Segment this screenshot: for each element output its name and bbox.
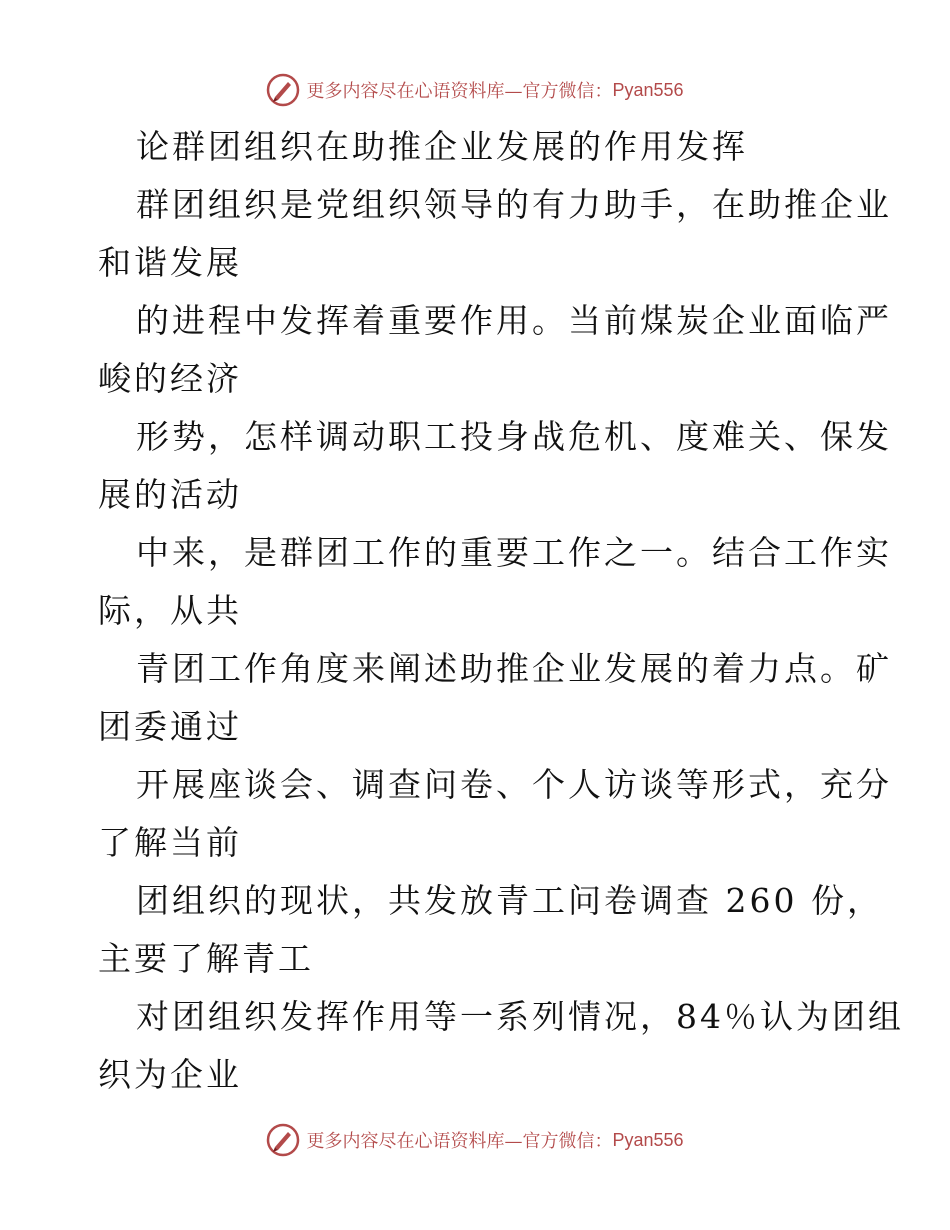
body-line: 对团组织发挥作用等一系列情况，84％认为团组: [136, 997, 904, 1036]
body-line: 团组织的现状，共发放青工问卷调查 260 份，: [136, 881, 883, 920]
pen-logo-icon: [266, 1123, 300, 1157]
body-line: 中来，是群团工作的重要工作之一。结合工作实: [136, 533, 892, 572]
body-line: 开展座谈会、调查问卷、个人访谈等形式，充分: [136, 765, 892, 804]
body-line: 织为企业: [98, 1055, 242, 1094]
body-line: 团委通过: [98, 707, 242, 746]
body-line: 了解当前: [98, 823, 242, 862]
body-line: 和谐发展: [98, 243, 242, 282]
document-body: [98, 118, 904, 1104]
pen-logo-icon: [266, 73, 300, 107]
body-line: 的进程中发挥着重要作用。当前煤炭企业面临严: [136, 301, 892, 340]
body-line: 群团组织是党组织领导的有力助手，在助推企业: [136, 185, 892, 224]
header-banner-text: 更多内容尽在心语资料库—官方微信：: [306, 81, 613, 102]
body-line: 展的活动: [98, 475, 242, 514]
body-line: 主要了解青工: [98, 939, 314, 978]
footer-banner: [0, 1120, 950, 1160]
header-banner: [0, 70, 950, 110]
body-line: 际，从共: [98, 591, 242, 630]
body-line: 形势，怎样调动职工投身战危机、度难关、保发: [136, 417, 892, 456]
document-title: 论群团组织在助推企业发展的作用发挥: [136, 127, 748, 166]
footer-banner-text: 更多内容尽在心语资料库—官方微信：: [306, 1131, 613, 1152]
body-line: 青团工作角度来阐述助推企业发展的着力点。矿: [136, 649, 892, 688]
footer-banner-account: Pyan556: [612, 1129, 684, 1150]
header-banner-account: Pyan556: [612, 79, 684, 100]
body-line: 峻的经济: [98, 359, 242, 398]
